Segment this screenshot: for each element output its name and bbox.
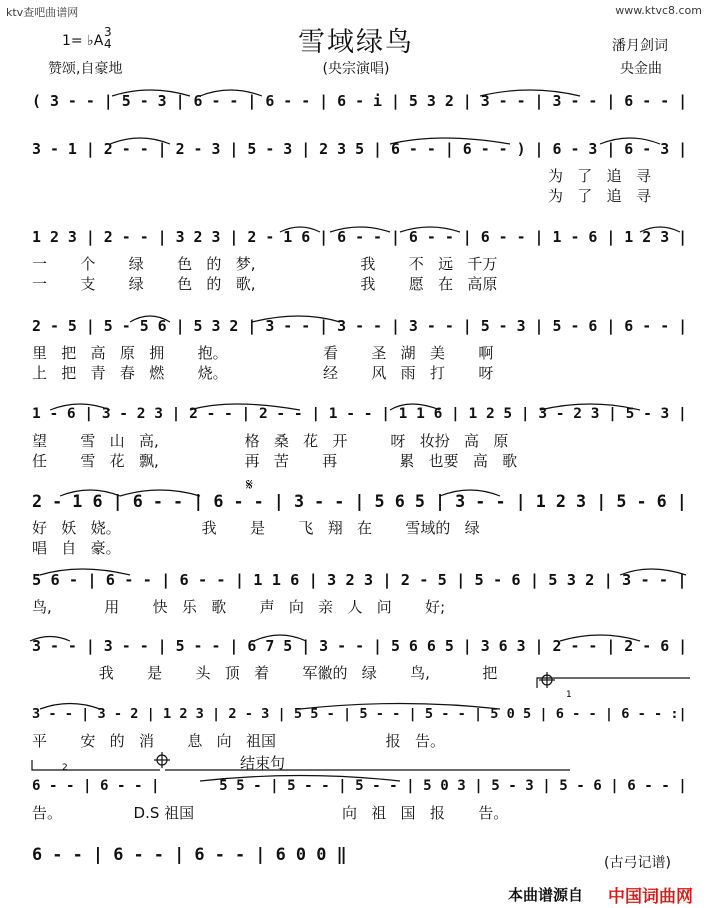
slur xyxy=(480,90,580,96)
slur xyxy=(400,227,460,232)
notation-row: 3 - 1 | 2 - - | 2 - 3 | 5 - 3 | 2 3 5 | 6 - - | 6 - - ) | 6 - 3 | 6 - 3 | xyxy=(32,140,688,158)
slur xyxy=(254,635,306,641)
source-site[interactable]: 中国词曲网 xyxy=(608,887,693,907)
notation-row: ( 3 - - | 5 - 3 | 6 - - | 6 - - | 6 - i | 5 3 2 | 3 - - | 3 - - | 6 - - | xyxy=(32,92,688,110)
watermark-right: www.ktvc8.com xyxy=(615,4,702,17)
composer: 央金曲 xyxy=(620,61,662,77)
notation-row: 2 - 5 | 5 - 5 6 | 5 3 2 | 3 - - | 3 - - | 3 - - | 5 - 3 | 5 - 6 | 6 - - | xyxy=(32,317,688,335)
lyric-line: 告。 D.S 祖国 向 祖 国 报 告。 xyxy=(32,804,509,822)
slur xyxy=(620,569,686,575)
notation-credit: (古弓记谱) xyxy=(604,855,671,871)
volta-number: 1 xyxy=(566,690,572,700)
notation-row: 2 - 1 6 | 6 - - | 6 - - | 3 - - | 5 6 5 | 3 - - | 1 2 3 | 5 - 6 | xyxy=(32,491,687,511)
slur xyxy=(40,569,130,575)
notation-row: 5 6 - | 6 - - | 6 - - | 1 1 6 | 3 2 3 | 2 - 5 | 5 - 6 | 5 3 2 | 3 - - | xyxy=(32,571,687,589)
mood-marking: 赞颂,自豪地 xyxy=(48,61,123,77)
notation-row: 3 - - | 3 - - | 5 - - | 6 7 5 | 3 - - | 5 6 6 5 | 3 6 3 | 2 - - | 2 - 6 | xyxy=(32,637,688,655)
slur xyxy=(50,404,110,410)
lyric-line: 我 是 头 顶 着 军徽的 绿 鸟, 把 xyxy=(32,664,498,682)
lyric-line: 为 了 追 寻 xyxy=(548,187,651,205)
slur xyxy=(200,776,400,782)
lyricist: 潘月剑词 xyxy=(612,38,668,54)
slur xyxy=(330,227,390,232)
lyric-line: 唱 自 豪。 xyxy=(32,539,121,557)
time-sig-bottom: 4 xyxy=(104,37,112,51)
slur xyxy=(130,316,170,322)
notation-row: 1 2 3 | 2 - - | 3 2 3 | 2 - 1 6 | 6 - - | 6 - - | 6 - - | 1 - 6 | 1 2 3 | xyxy=(32,228,688,246)
lyric-line: 上 把 青 春 燃 烧。 经 风 雨 打 呀 xyxy=(32,364,494,382)
lyric-line: 里 把 高 原 拥 抱。 看 圣 湖 美 啊 xyxy=(32,344,494,362)
ending-label: 结束句 xyxy=(240,754,286,772)
slur xyxy=(600,138,660,144)
lyric-line: 任 雪 花 飘, 再 苦 再 累 也要 高 歌 xyxy=(32,452,518,470)
slur xyxy=(560,635,640,641)
slur xyxy=(112,90,190,96)
slur xyxy=(190,404,300,410)
slur xyxy=(120,490,200,496)
notation-row: 6 - - | 6 - - | 5 5 - | 5 - - | 5 - - | 5 0 3 | 5 - 3 | 5 - 6 | 6 - - | xyxy=(32,778,687,794)
slur xyxy=(110,138,170,144)
slur xyxy=(540,404,640,410)
slur xyxy=(30,637,70,642)
volta-bracket-1 xyxy=(537,678,690,688)
slur xyxy=(40,704,100,710)
lyric-line: 鸟, 用 快 乐 歌 声 向 亲 人 问 好; xyxy=(32,598,446,616)
volta-number: 2 xyxy=(62,763,68,773)
time-sig-top: 3 xyxy=(104,25,112,39)
slur xyxy=(60,490,120,496)
song-title: 雪域绿鸟 xyxy=(298,27,414,58)
notation-row: 3 - - | 3 - 2 | 1 2 3 | 2 - 3 | 5 5 - | 5 - - | 5 - - | 5 0 5 | 6 - - | 6 - - :| xyxy=(32,706,687,722)
slur xyxy=(300,704,500,710)
slur xyxy=(390,138,510,144)
lyric-line: 望 雪 山 高, 格 桑 花 开 呀 妆扮 高 原 xyxy=(32,432,509,450)
segno-sign: 𝄋 xyxy=(246,475,253,494)
lyric-line: 好 妖 娆。 我 是 飞 翔 在 雪域的 绿 xyxy=(32,519,480,537)
performer: (央宗演唱) xyxy=(322,61,390,77)
notation-row: 1 - 6 | 3 - 2 3 | 2 - - | 2 - - | 1 - - | 1 1 6 | 1 2 5 | 3 - 2 3 | 5 - 3 | xyxy=(32,406,687,422)
lyric-line: 一 支 绿 色 的 歌, 我 愿 在 高原 xyxy=(32,275,498,293)
slur xyxy=(640,227,680,232)
lyric-line: 平 安 的 消 息 向 祖国 报 告。 xyxy=(32,732,445,750)
source-label: 本曲谱源自 xyxy=(508,886,584,904)
volta-bracket-2 xyxy=(32,760,160,770)
slur xyxy=(440,490,500,496)
watermark-left: ktv查吧曲谱网 xyxy=(6,6,79,19)
notation-row: 6 - - | 6 - - | 6 - - | 6 0 0 ‖ xyxy=(32,844,347,864)
lyric-line: 一 个 绿 色 的 梦, 我 不 远 千万 xyxy=(32,255,498,273)
slur xyxy=(280,227,320,232)
slur xyxy=(390,404,440,410)
lyric-line: 为 了 追 寻 xyxy=(548,167,651,185)
slur xyxy=(200,90,262,96)
key-signature: 1= ♭A xyxy=(62,33,104,49)
slur xyxy=(252,316,340,322)
